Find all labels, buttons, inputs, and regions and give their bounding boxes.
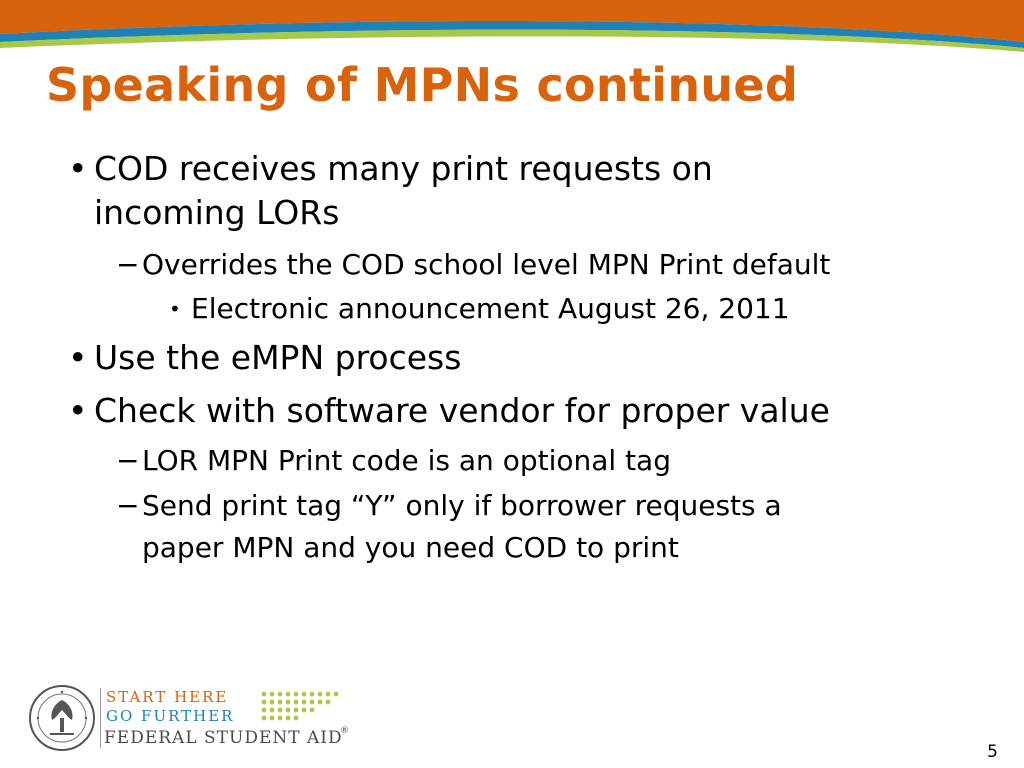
bullet-item [68, 336, 462, 380]
bullet-dot-icon: • [68, 149, 88, 188]
logo-divider [100, 688, 101, 748]
bullet-dot-icon: • [169, 297, 181, 321]
bullet-text-line: Check with software vendor for proper value [94, 391, 830, 430]
sub-bullet-item [116, 244, 831, 286]
logo-dot-grid-icon [260, 690, 340, 726]
sub-bullet-text: paper MPN and you need COD to print [142, 531, 679, 564]
page-number: 5 [987, 742, 998, 762]
dash-marker-icon: − [116, 444, 140, 477]
sub-sub-bullet-text: Electronic announcement August 26, 2011 [191, 292, 790, 325]
sub-bullet-text: Overrides the COD school level MPN Print default [142, 248, 831, 281]
bullet-text-line: incoming LORs [94, 193, 340, 232]
sub-bullet-item [116, 440, 671, 482]
dash-marker-icon: − [116, 248, 140, 281]
registered-mark: ® [340, 726, 349, 736]
bullet-item [68, 147, 713, 235]
sub-sub-bullet-item [169, 289, 790, 329]
sub-bullet-item [116, 485, 782, 569]
bullet-dot-icon: • [68, 338, 88, 377]
logo-start-here: START HERE [106, 688, 229, 706]
header-swoosh-band [0, 0, 1024, 60]
bullet-item [68, 389, 830, 433]
logo-federal-student-aid: FEDERAL STUDENT AID [104, 728, 343, 748]
slide-title: Speaking of MPNs continued [46, 58, 799, 112]
federal-student-aid-logo [28, 684, 358, 754]
dash-marker-icon: − [116, 489, 140, 522]
sub-bullet-text: LOR MPN Print code is an optional tag [142, 444, 671, 477]
bullet-text-line: COD receives many print requests on [94, 149, 713, 188]
bullet-text-line: Use the eMPN process [94, 338, 462, 377]
sub-bullet-text: Send print tag “Y” only if borrower requests a [142, 489, 782, 522]
department-of-education-seal-icon [28, 684, 96, 752]
bullet-dot-icon: • [68, 391, 88, 430]
logo-go-further: GO FURTHER [106, 707, 235, 725]
